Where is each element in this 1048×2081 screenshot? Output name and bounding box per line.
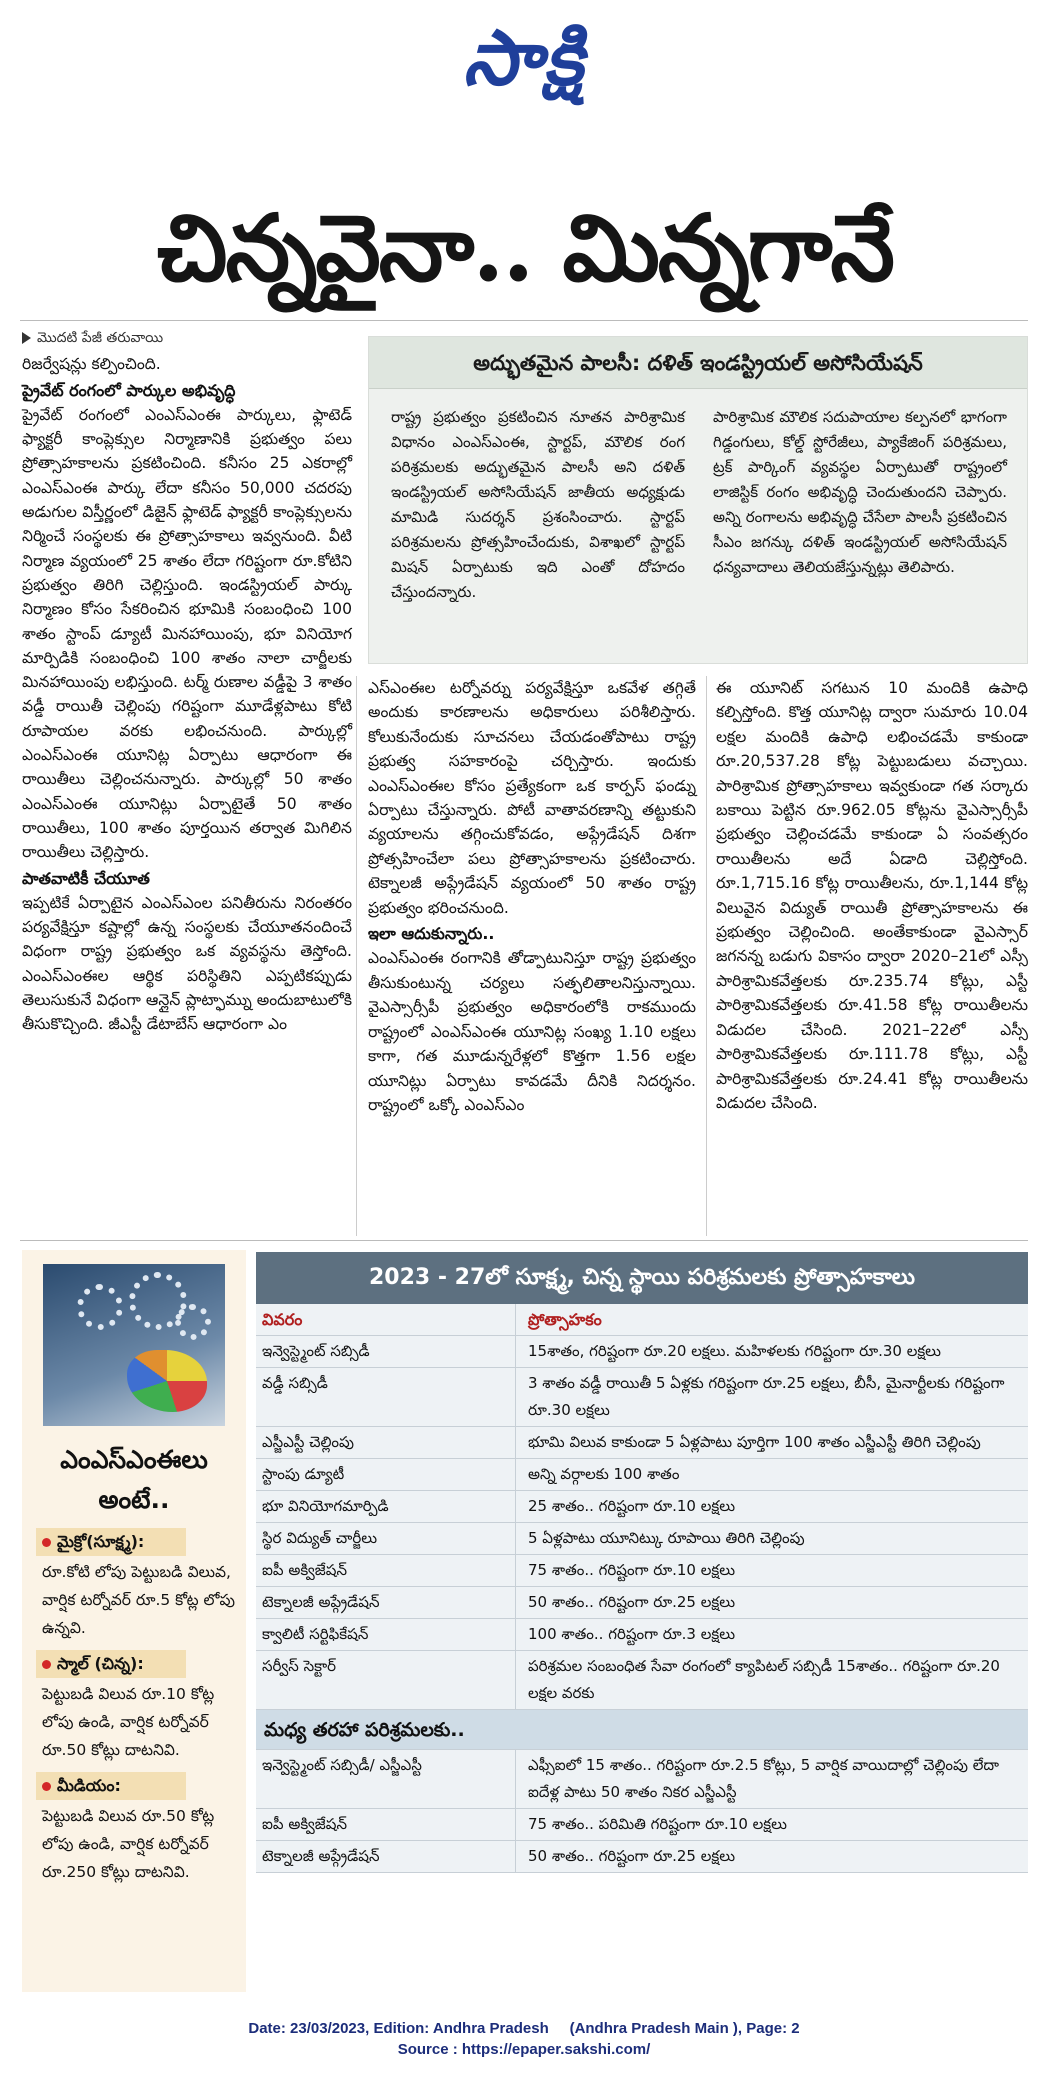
category-name: మైక్రో(సూక్ష్మ):: [57, 1532, 145, 1551]
table-row: [256, 1555, 1028, 1587]
page-headline: చిన్నవైనా.. మిన్నగానే: [156, 194, 894, 302]
divider: [20, 1240, 1028, 1241]
table-header: [256, 1304, 1028, 1336]
jump-label: మొదటి పేజీ తరువాయి: [37, 330, 164, 346]
table-body-1: [256, 1336, 1028, 1710]
value-cell: భూమి విలువ కాకుండా 5 ఏళ్లపాటు పూర్తిగా 100 శాతం ఎస్జీఎస్టీ తిరిగి చెల్లింపు: [528, 1433, 981, 1451]
middle-column: [368, 676, 696, 1117]
value-cell: 50 శాతం.. గరిష్టంగా రూ.25 లక్షలు: [528, 1593, 736, 1611]
item-cell: స్థిర విద్యుత్ చార్జీలు: [256, 1523, 516, 1554]
table-body-2: [256, 1750, 1028, 1873]
msme-title-line: ఎంఎస్ఎంఈలు: [60, 1445, 208, 1474]
header-cell: వివరం: [256, 1304, 516, 1335]
gear-icon: [175, 1304, 211, 1340]
table-row: [256, 1491, 1028, 1523]
msme-definition-box: [22, 1250, 246, 1992]
category-name: స్మాల్ (చిన్న):: [57, 1654, 144, 1673]
item-cell: భూ వినియోగమార్పిడి: [256, 1491, 516, 1522]
policy-sidebox: [368, 336, 1028, 664]
msme-title-line: అంటే..: [98, 1485, 170, 1514]
triangle-arrow-icon: [22, 332, 31, 344]
sakshi-logo: సాక్షి: [462, 13, 586, 102]
incentives-table: [256, 1252, 1028, 1873]
item-cell: స్టాంపు డ్యూటీ: [256, 1459, 516, 1490]
subheading: ఇలా ఆదుకున్నారు..: [368, 924, 495, 944]
divider: [20, 320, 1028, 321]
paragraph: ఎస్ఎంఈల టర్నోవర్ను పర్యవేక్షిస్తూ ఒకవేళ తగ్గితే అందుకు కారణాలను అధికారులు పరిశీలిస్తారు. కోలుకునేందుకు సూచనలు చేయడంతోపాటు రాష్ట్ర ప్రభుత్వ సహకారంపై చర్చిస్తారు. ఇందుకు ఎంఎస్ఎంఈల కోసం ప్రత్యేకంగా ఒక కార్పస్ ఫండ్ను ఏర్పాటు చేస్తున్నారు. పోటీ వాతావరణాన్ని తట్టుకుని వ్యయాలను తగ్గించుకోవడం, అప్గ్రేడేషన్ దిశగా ప్రోత్సహించేలా పలు ప్రోత్సాహకాలను ప్రకటించారు. టెక్నాలజీ అప్గ్రేడేషన్ వ్యయంలో 50 శాతం రాష్ట్ర ప్రభుత్వం భరించనుంది.: [368, 679, 696, 917]
category-label-micro: [36, 1528, 186, 1556]
category-name: మీడియం:: [57, 1776, 121, 1795]
section-heading-medium-industries: మధ్య తరహా పరిశ్రమలకు..: [256, 1710, 1028, 1750]
value-cell: 25 శాతం.. గరిష్టంగా రూ.10 లక్షలు: [528, 1497, 736, 1515]
state-map-icon: [127, 1350, 207, 1412]
table-row: [256, 1619, 1028, 1651]
item-cell: ఇన్వెస్ట్మెంట్ సబ్సిడీ: [256, 1336, 516, 1367]
item-cell: ఇన్వెస్ట్మెంట్ సబ్సిడీ/ ఎస్జీఎస్టీ: [256, 1750, 516, 1808]
continued-from-front-page: [22, 326, 352, 350]
edition-info: Date: 23/03/2023, Edition: Andhra Pradesh (Andhra Pradesh Main ), Page: 2: [248, 2020, 800, 2037]
table-row: [256, 1523, 1028, 1555]
value-cell: 3 శాతం వడ్డీ రాయితీ 5 ఏళ్లకు గరిష్టంగా రూ.25 లక్షలు, బీసీ, మైనార్టీలకు గరిష్టంగా రూ.30 లక్షలు: [528, 1374, 1005, 1419]
item-cell: సర్వీస్ సెక్టార్: [256, 1651, 516, 1709]
column-divider: [356, 676, 357, 1236]
item-cell: టెక్నాలజీ అప్గ్రేడేషన్: [256, 1587, 516, 1618]
value-cell: 15శాతం, గరిష్టంగా రూ.20 లక్షలు. మహిళలకు గరిష్టంగా రూ.30 లక్షలు: [528, 1342, 941, 1360]
subheading: పాతవాటికీ చేయూత: [22, 868, 150, 888]
table-row: [256, 1459, 1028, 1491]
table-row: [256, 1587, 1028, 1619]
paragraph: రిజర్వేషన్లు కల్పించింది.: [22, 355, 161, 374]
category-description: రూ.కోటి లోపు పెట్టుబడి విలువ, వార్షిక టర్నోవర్ రూ.5 కోట్ల లోపు ఉన్నవి.: [42, 1563, 235, 1637]
category-description: పెట్టుబడి విలువ రూ.50 కోట్ల లోపు ఉండి, వార్షిక టర్నోవర్ రూ.250 కోట్లు దాటనివి.: [42, 1807, 215, 1881]
value-cell: పరిశ్రమల సంబంధిత సేవా రంగంలో క్యాపిటల్ సబ్సిడీ 15శాతం.. గరిష్టంగా రూ.20 లక్షల వరకు: [528, 1657, 1000, 1702]
header-cell: ప్రోత్సాహకం: [528, 1310, 602, 1329]
subheading: ప్రైవేట్ రంగంలో పార్కుల అభివృద్ధి: [22, 380, 236, 400]
value-cell: 75 శాతం.. పరిమితి గరిష్టంగా రూ.10 లక్షలు: [528, 1815, 787, 1833]
paragraph: ఇప్పటికే ఏర్పాటైన ఎంఎస్ఎంల పనితీరును నిరంతరం పర్యవేక్షిస్తూ కష్టాల్లో ఉన్న సంస్థలకు చేయూతనందించే విధంగా రాష్ట్ర ప్రభుత్వం ఒక వ్యవస్థను తెస్తోంది. ఎంఎస్ఎంఈల ఆర్థిక పరిస్థితిని ఎప్పటికప్పుడు తెలుసుకునే విధంగా ఆన్లైన్ ప్లాట్ఫామ్ను అందుబాటులోకి తీసుకొచ్చింది. జీఎస్టీ డేటాబేస్ ఆధారంగా ఎం: [22, 893, 352, 1034]
item-cell: టెక్నాలజీ అప్గ్రేడేషన్: [256, 1841, 516, 1872]
category-label-medium: [36, 1772, 186, 1800]
table-row: [256, 1427, 1028, 1459]
right-column: [716, 676, 1028, 1115]
masthead: [0, 8, 1048, 108]
bullet-icon: [42, 1782, 51, 1791]
item-cell: క్వాలిటీ సర్టిఫికేషన్: [256, 1619, 516, 1650]
sidebox-title: అద్భుతమైన పాలసీ: దళిత్ ఇండస్ట్రియల్ అసోసియేషన్: [369, 337, 1027, 389]
value-cell: అన్ని వర్గాలకు 100 శాతం: [528, 1465, 680, 1483]
sidebox-column-1: రాష్ట్ర ప్రభుత్వం ప్రకటించిన నూతన పారిశ్రామిక విధానం ఎంఎస్ఎంఈ, స్టార్టప్, మౌలిక రంగ పరిశ్రమలకు అద్భుతమైన పాలసీ అని దళిత్ ఇండస్ట్రియల్ అసోసియేషన్ జాతీయ అధ్యక్షుడు మామిడి సుదర్శన్ ప్రశంసించారు. స్టార్టప్ పరిశ్రమలను ప్రోత్సహించేందుకు, విశాఖలో స్టార్టప్ మిషన్ ఏర్పాటుకు ఇది ఎంతో దోహదం చేస్తుందన్నారు.: [391, 408, 685, 601]
table-title: 2023 - 27లో సూక్ష్మ, చిన్న స్థాయి పరిశ్రమలకు ప్రోత్సాహకాలు: [256, 1252, 1028, 1304]
item-cell: ఐపీ అక్విజేషన్: [256, 1555, 516, 1586]
item-cell: ఎస్జీఎస్టీ చెల్లింపు: [256, 1427, 516, 1458]
paragraph: ఈ యూనిట్ సగటున 10 మందికి ఉపాధి కల్పిస్తోంది. కొత్త యూనిట్ల ద్వారా సుమారు 10.04 లక్షల మందికి ఉపాధి లభించడమే కాకుండా రూ.20,537.28 కోట్ల పెట్టుబడులు వచ్చాయి. పారిశ్రామిక ప్రోత్సాహకాలు ఇవ్వకుండా గత సర్కారు బకాయి పెట్టిన రూ.962.05 కోట్లను వైఎస్సార్సీపీ ప్రభుత్వం చెల్లించడమే కాకుండా ఏ సంవత్సరం రాయితీలను అదే ఏడాది చెల్లిస్తోంది. రూ.1,715.16 కోట్ల రాయితీలను, రూ.1,144 కోట్ల విలువైన విద్యుత్ రాయితీ ప్రోత్సాహకాలను ఈ ప్రభుత్వం చెల్లించింది. అంతేకాకుండా వైఎస్సార్ జగనన్న బడుగు వికాసం ద్వారా 2020–21లో ఎస్సీ పారిశ్రామికవేత్తలకు రూ.235.74 కోట్లు, ఎస్టీ పారిశ్రామికవేత్తలకు రూ.41.58 కోట్ల రాయితీలను విడుదల చేసింది. 2021–22లో ఎస్సీ పారిశ్రామికవేత్తలకు రూ.111.78 కోట్లు, ఎస్టీ పారిశ్రామికవేత్తలకు రూ.24.41 కోట్ల రాయితీలను విడుదల చేసింది.: [716, 679, 1028, 1112]
value-cell: 50 శాతం.. గరిష్టంగా రూ.25 లక్షలు: [528, 1847, 736, 1865]
value-cell: 5 ఏళ్లపాటు యూనిట్కు రూపాయి తిరిగి చెల్లింపు: [528, 1529, 805, 1547]
value-cell: 75 శాతం.. గరిష్టంగా రూ.10 లక్షలు: [528, 1561, 736, 1579]
table-row: [256, 1841, 1028, 1873]
paragraph: ఎంఎస్ఎంఈ రంగానికి తోడ్పాటునిస్తూ రాష్ట్ర ప్రభుత్వం తీసుకుంటున్న చర్యలు సత్ఫలితాలనిస్తున్నాయి. వైఎస్సార్సీపీ ప్రభుత్వం అధికారంలోకి రాకముందు రాష్ట్రంలో ఎంఎస్ఎంఈ యూనిట్ల సంఖ్య 1.10 లక్షలు కాగా, గత మూడున్నరేళ్లలో కొత్తగా 1.56 లక్షల యూనిట్లు ఏర్పాటు కావడమే దీనికి నిదర్శనం. రాష్ట్రంలో ఒక్కో ఎంఎస్ఎం: [368, 949, 696, 1114]
paragraph: ప్రైవేట్ రంగంలో ఎంఎస్ఎంఈ పార్కులు, ఫ్లాటెడ్ ఫ్యాక్టరీ కాంప్లెక్సుల నిర్మాణానికి ప్రభుత్వం పలు ప్రోత్సాహకాలను ప్రకటించింది. కనీసం 25 ఎకరాల్లో ఎంఎస్ఎంఈ పార్కు లేదా కనీసం 50,000 చదరపు అడుగుల విస్తీర్ణంలో డిజైన్ ఫ్లాటెడ్ ఫ్యాక్టరీ కాంప్లెక్సులను నిర్మించే సంస్థలకు ఈ ప్రోత్సాహకాలు ఇవ్వనుంది. వీటి నిర్మాణ వ్యయంలో 25 శాతం లేదా గరిష్టంగా రూ.కోటిని ప్రభుత్వం తిరిగి చెల్లిస్తుంది. ఇండస్ట్రియల్ పార్కు నిర్మాణం కోసం సేకరించిన భూమికి సంబంధించి 100 శాతం స్టాంప్ డ్యూటీ మినహాయింపు, భూ వినియోగ మార్పిడికి సంబంధించి 100 శాతం నాలా చార్జీలకు మినహాయింపు లభిస్తుంది. టర్మ్ రుణాల వడ్డీపై 3 శాతం వడ్డీ రాయితీ చెల్లింపు గరిష్టంగా మూడేళ్లపాటు కోటి రూపాయల వరకు లభించనుంది. పార్కుల్లో ఎంఎస్ఎంఈ యూనిట్ల ఏర్పాటు ఆధారంగా ఈ రాయితీలు చెల్లించనున్నారు. పార్కుల్లో 50 శాతం ఎంఎస్ఎంఈ యూనిట్లు ఏర్పాటైతే 50 శాతం రాయితీలు, 100 శాతం పూర్తయిన తర్వాత మిగిలిన రాయితీలు చెల్లిస్తారు.: [22, 405, 352, 862]
msme-title: [22, 1440, 246, 1520]
table-row: [256, 1750, 1028, 1809]
page-footer: [0, 2018, 1048, 2060]
source-link[interactable]: Source : https://epaper.sakshi.com/: [397, 2041, 651, 2058]
industry-map-illustration: [43, 1264, 225, 1426]
table-row: [256, 1368, 1028, 1427]
value-cell: 100 శాతం.. గరిష్టంగా రూ.3 లక్షలు: [528, 1625, 736, 1643]
column-divider: [706, 676, 707, 1236]
bullet-icon: [42, 1660, 51, 1669]
table-row: [256, 1651, 1028, 1710]
item-cell: వడ్డీ సబ్సిడీ: [256, 1368, 516, 1426]
gear-icon: [77, 1284, 123, 1330]
bullet-icon: [42, 1538, 51, 1547]
value-cell: ఎఫ్సీఐలో 15 శాతం.. గరిష్టంగా రూ.2.5 కోట్లు, 5 వార్షిక వాయిదాల్లో చెల్లింపు లేదా ఐదేళ్ల పాటు 50 శాతం నికర ఎస్జీఎస్టీ: [528, 1756, 999, 1801]
table-row: [256, 1809, 1028, 1841]
category-description: పెట్టుబడి విలువ రూ.10 కోట్ల లోపు ఉండి, వార్షిక టర్నోవర్ రూ.50 కోట్లు దాటనివి.: [42, 1685, 215, 1759]
item-cell: ఐపీ అక్విజేషన్: [256, 1809, 516, 1840]
left-column: [22, 326, 352, 1039]
table-row: [256, 1336, 1028, 1368]
sidebox-column-2: పారిశ్రామిక మౌలిక సదుపాయాల కల్పనలో భాగంగా గిడ్డంగులు, కోల్డ్ స్టోరేజీలు, ప్యాకేజింగ్ పరిశ్రమలు, ట్రక్ పార్కింగ్ వ్యవస్థల ఏర్పాటుతో రాష్ట్రంలో లాజిస్టిక్ రంగం అభివృద్ధి చెందుతుందని చెప్పారు. అన్ని రంగాలను అభివృద్ధి చేసేలా పాలసీ ప్రకటించిన సీఎం జగన్కు దళిత్ ఇండస్ట్రియల్ అసోసియేషన్ ధన్యవాదాలు తెలియజేస్తున్నట్లు తెలిపారు.: [713, 408, 1007, 576]
category-label-small: [36, 1650, 186, 1678]
